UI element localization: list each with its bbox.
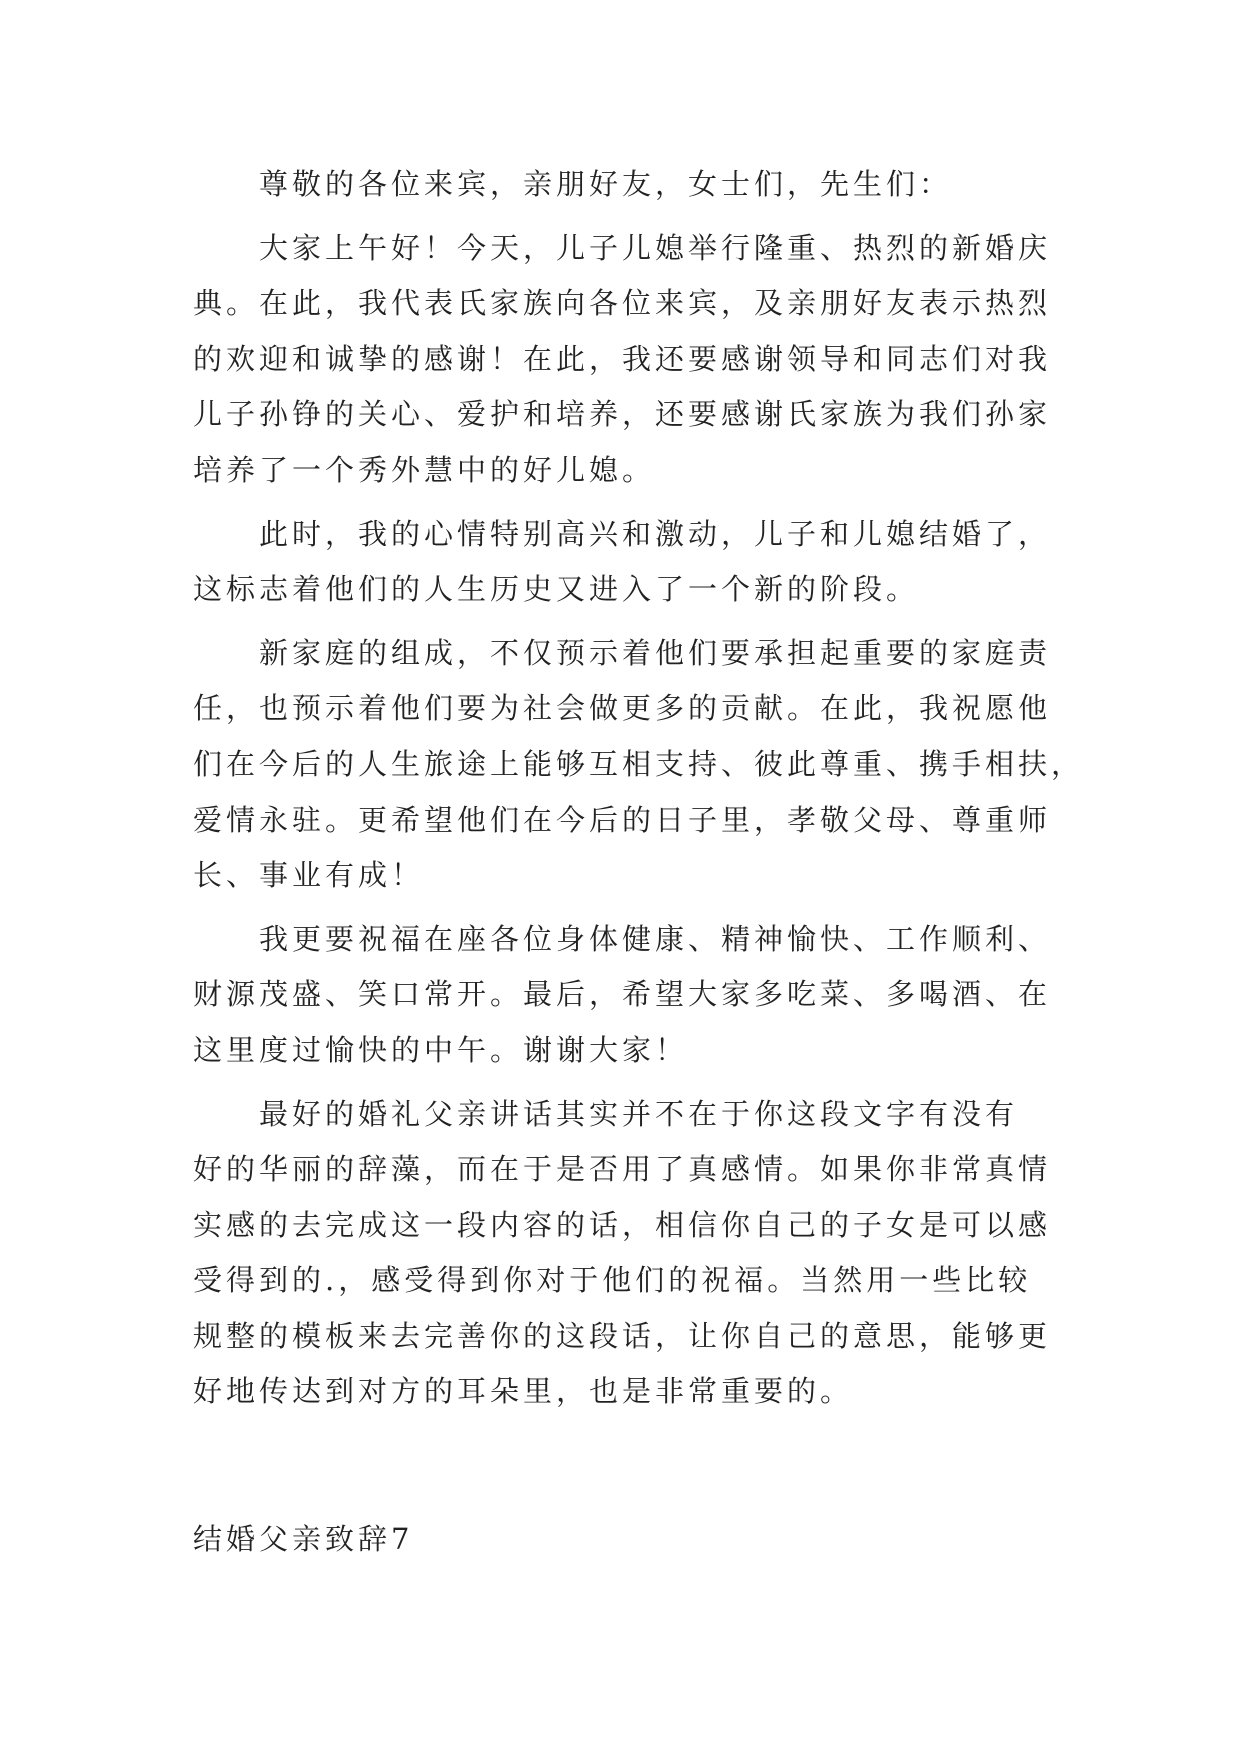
text-line: 们在今后的人生旅途上能够互相支持、彼此尊重、携手相扶， [193,746,1085,781]
text-line: 任，也预示着他们要为社会做更多的贡献。在此，我祝愿他 [193,691,1052,726]
text-line: 尊敬的各位来宾，亲朋好友，女士们，先生们： [259,167,953,201]
text-line: 好的华丽的辞藻，而在于是否用了真感情。如果你非常真情 [193,1152,1052,1187]
text-line: 培养了一个秀外慧中的好儿媳。 [193,452,656,487]
text-line: 儿子孙铮的关心、爱护和培养，还要感谢氏家族为我们孙家 [193,397,1052,432]
text-line: 这标志着他们的人生历史又进入了一个新的阶段。 [193,572,920,607]
paragraph-blessings [193,912,1093,1079]
text-line: 受得到的.，感受得到你对于他们的祝福。当然用一些比较 [193,1263,1032,1298]
paragraph-greeting [193,157,1093,213]
text-line: 我更要祝福在座各位身体健康、精神愉快、工作顺利、 [259,921,1052,956]
paragraph-feelings [193,507,1093,618]
text-line: 规整的模板来去完善你的这段话，让你自己的意思，能够更 [193,1318,1052,1353]
text-line: 财源茂盛、笑口常开。最后，希望大家多吃菜、多喝酒、在 [193,977,1052,1012]
text-line: 实感的去完成这一段内容的话，相信你自己的子女是可以感 [193,1207,1052,1242]
text-line: 的欢迎和诚挚的感谢！在此，我还要感谢领导和同志们对我 [193,341,1052,376]
text-line: 最好的婚礼父亲讲话其实并不在于你这段文字有没有 [259,1096,1019,1131]
paragraph-welcome [193,221,1093,499]
text-line: 新家庭的组成，不仅预示着他们要承担起重要的家庭责 [259,635,1052,670]
paragraph-commentary [193,1087,1093,1421]
document-body [193,157,1093,1568]
text-line: 典。在此，我代表氏家族向各位来宾，及亲朋好友表示热烈 [193,286,1052,321]
paragraph-new-family [193,626,1093,904]
text-line: 爱情永驻。更希望他们在今后的日子里，孝敬父母、尊重师 [193,802,1052,837]
text-line: 大家上午好！今天，儿子儿媳举行隆重、热烈的新婚庆 [259,230,1052,265]
section-heading: 结婚父亲致辞7 [193,1522,414,1557]
text-line: 此时，我的心情特别高兴和激动，儿子和儿媳结婚了， [259,516,1052,551]
text-line: 好地传达到对方的耳朵里，也是非常重要的。 [193,1374,854,1409]
text-line: 长、事业有成！ [193,858,425,893]
text-line: 这里度过愉快的中午。谢谢大家！ [193,1032,689,1067]
